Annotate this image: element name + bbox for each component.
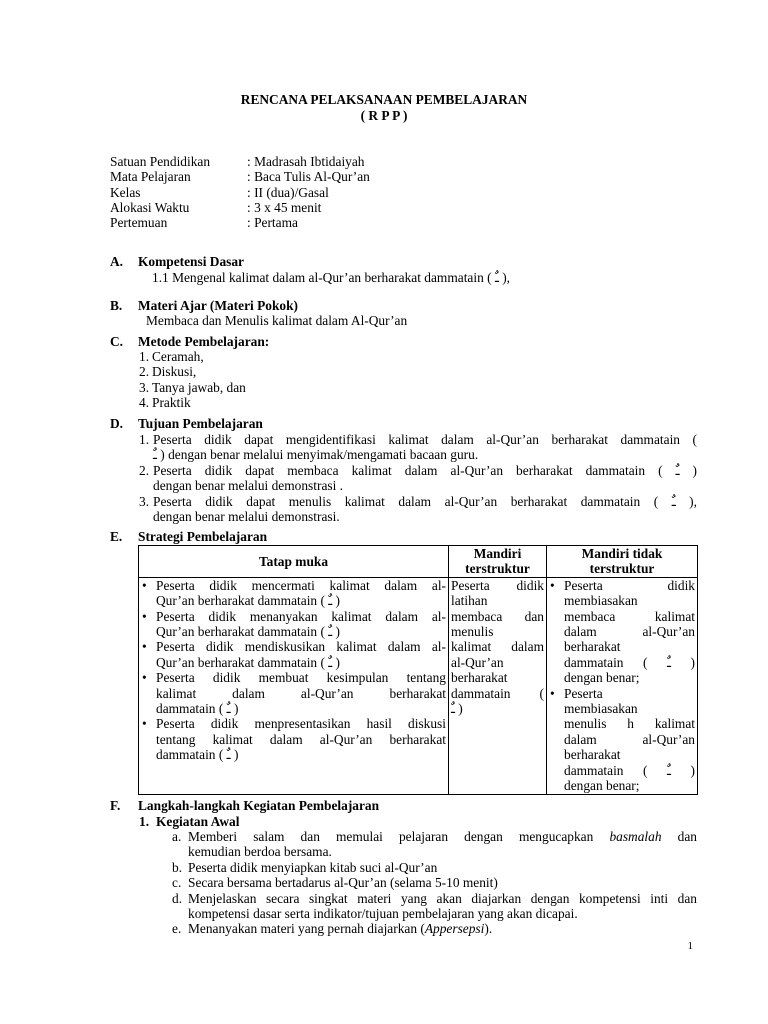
list-item [172,875,697,890]
identity-value: : Madrasah Ibtidaiyah [247,154,365,169]
list-item [139,494,697,525]
item-line: Peserta didik dapat membaca kalimat dalam al-Qur’an berharakat dammatain ( ـٌ ) [153,462,697,478]
header-mandiri-terstruktur [449,546,547,578]
cell-line: ـٌ ) [451,701,463,717]
item-line: Peserta [564,685,603,701]
section-title: Tujuan Pembelajaran [138,416,263,431]
cell-line: berharakat [451,670,508,686]
header-label: terstruktur [465,561,530,577]
list-item [172,829,697,860]
list-item [139,364,246,379]
section-d-heading [110,416,263,431]
section-title: Langkah-langkah Kegiatan Pembelajaran [138,798,380,813]
list-item [172,891,697,922]
item-emphasis: Appersepsi [424,921,485,937]
section-b-heading [110,298,298,313]
item-letter: b. [172,859,183,875]
item-line: ـٌ ) dengan benar melalui menyimak/mengamati bacaan guru. [153,447,479,463]
identity-value: : II (dua)/Gasal [247,185,329,200]
section-letter: D. [110,416,124,431]
bullet-icon: • [142,577,147,593]
list-item [141,609,446,640]
item-line: membaca kalimat [564,608,695,624]
identity-label: Satuan Pendidikan [110,154,211,169]
kegiatan-awal-list [172,829,697,937]
cell-line: latihan [451,593,488,609]
identity-value: : Baca Tulis Al-Qur’an [247,169,370,184]
section-title: Metode Pembelajaran: [138,334,270,349]
item-line: Peserta didik dapat mengidentifikasi kalimat dalam al-Qur’an berharakat dammatain ( [153,432,697,447]
item-text: Menanyakan materi yang pernah diajarkan ( [188,921,425,937]
item-line: Qur’an berharakat dammatain ( ـٌ ) [156,593,341,609]
item-line: dengan benar; [564,670,640,686]
item-line: Peserta didik menpresentasikan hasil diskusi [156,716,446,732]
item-emphasis: basmalah [609,829,662,844]
metode-list [139,349,246,411]
section-letter: C. [110,334,124,349]
list-item [141,716,446,762]
bullet-icon: • [550,577,555,593]
item-number: 3. [139,493,150,509]
item-line: Secara bersama bertadarus al-Qur’an (selama 5-10 menit) [188,875,498,891]
item-number: 2. [139,462,150,478]
item-line: dalam al-Qur’an [564,731,695,747]
list-item [172,921,697,936]
cell-line: menulis [451,624,494,640]
cell-line: dammatain ( [451,685,544,701]
list-item [139,432,697,463]
identity-label: Alokasi Waktu [110,200,190,215]
list-item [139,463,697,494]
item-line: Peserta didik membuat kesimpulan tentang [156,670,446,686]
item-line: Peserta didik menyiapkan kitab suci al-Qur’an [188,859,438,875]
item-line: tentang kalimat dalam al-Qur’an berharakat [156,731,446,747]
cell-line: Peserta didik [451,577,544,593]
item-text: Memberi salam dan memulai pelajaran dengan mengucapkan [188,829,594,844]
item-line: Peserta didik menanyakan kalimat dalam al- [156,608,446,624]
list-item [139,349,246,364]
item-number: 1. [139,432,150,447]
item-number: 2. [139,364,150,380]
header-mandiri-tidak [547,546,698,578]
list-item [141,578,446,609]
item-text: dan [677,829,697,844]
item-line: Peserta didik mendiskusikan kalimat dalam al- [156,639,446,655]
bullet-icon: • [142,670,147,686]
identity-label: Pertemuan [110,215,168,230]
section-letter: E. [110,529,123,544]
header-label: Tatap muka [258,553,329,569]
item-letter: c. [172,875,182,891]
identity-label: Kelas [110,185,141,200]
item-text: ). [484,921,493,937]
section-a-heading [110,254,244,269]
sub-title: Kegiatan Awal [156,814,240,829]
section-e-heading [110,529,267,544]
item-line [188,829,697,844]
item-line: Peserta didik dapat menulis kalimat dalam al-Qur’an berharakat dammatain ( ـٌ ), [153,493,697,509]
item-text: Ceramah, [152,349,204,364]
kompetensi-dasar-text: 1.1 Mengenal kalimat dalam al-Qur’an berharakat dammatain ( ـٌ ), [152,270,511,285]
item-line: Menjelaskan secara singkat materi yang akan diajarkan dengan kompetensi inti dan [188,890,697,906]
item-letter: d. [172,890,183,906]
list-item [141,670,446,716]
item-line: Qur’an berharakat dammatain ( ـٌ ) [156,654,341,670]
item-line: dammatain ( ـٌ ) [564,762,695,778]
section-title: Kompetensi Dasar [138,254,245,269]
bullet-icon: • [142,608,147,624]
item-letter: a. [172,829,182,844]
sub-number: 1. [139,814,150,829]
item-text: Diskusi, [152,364,197,380]
header-label: Mandiri tidak [581,546,663,561]
section-letter: A. [110,254,124,269]
cell-line: kalimat dalam [451,639,544,655]
identity-label: Mata Pelajaran [110,169,191,184]
item-line: membiasakan [564,701,638,717]
header-label: Mandiri [473,546,522,561]
section-title: Materi Ajar (Materi Pokok) [138,298,299,313]
item-line: kalimat dalam al-Qur’an berharakat [156,685,446,701]
materi-ajar-text: Membaca dan Menulis kalimat dalam Al-Qur’an [146,313,408,328]
item-line: dalam al-Qur’an [564,624,695,640]
list-item [139,395,246,410]
cell-line: al-Qur’an [451,654,504,670]
list-item [549,686,695,794]
item-letter: e. [172,921,182,937]
list-item [549,578,695,686]
cell-mandiri-terstruktur [449,577,547,794]
document-subtitle: ( R P P ) [360,108,408,123]
item-line: Peserta didik mencermati kalimat dalam al- [156,577,446,593]
identity-value: : Pertama [247,215,298,230]
item-text: Praktik [152,395,191,411]
document-title: RENCANA PELAKSANAAN PEMBELAJARAN [240,92,528,107]
item-line: kemudian berdoa bersama. [188,844,332,860]
page-number: 1 [687,940,693,952]
item-number: 1. [139,349,150,364]
list-item [139,380,246,395]
item-line: menulis h kalimat [564,716,695,732]
item-line: dengan benar; [564,778,640,794]
cell-tatap-muka [139,577,449,794]
item-line: berharakat [564,747,621,763]
item-number: 4. [139,395,150,411]
cell-line: membaca dan [451,608,544,624]
kegiatan-awal-heading [139,814,239,829]
item-line: dengan benar melalui demonstrasi. [153,509,340,525]
item-line: Qur’an berharakat dammatain ( ـٌ ) [156,624,341,640]
item-line: berharakat [564,639,621,655]
item-line: membiasakan [564,593,638,609]
item-line: dengan benar melalui demonstrasi . [153,478,344,494]
header-tatap-muka [139,546,449,578]
cell-mandiri-tidak [547,577,698,794]
section-f-heading [110,798,379,813]
list-item [172,860,697,875]
section-letter: B. [110,298,123,313]
item-line: dammatain ( ـٌ ) [156,747,239,763]
item-line: Peserta didik [564,577,695,593]
tujuan-list [139,432,697,524]
identity-value: : 3 x 45 menit [247,200,322,215]
item-text: Tanya jawab, dan [152,379,246,395]
item-line: kompetensi dasar serta indikator/tujuan pembelajaran yang akan dicapai. [188,906,578,922]
item-line: dammatain ( ـٌ ) [156,701,239,717]
bullet-icon: • [142,639,147,655]
item-number: 3. [139,379,150,395]
section-letter: F. [110,798,121,813]
bullet-icon: • [550,685,555,701]
header-label: terstruktur [589,561,655,577]
section-title: Strategi Pembelajaran [138,529,268,544]
item-line [188,921,697,936]
strategi-table [138,545,698,795]
list-item [141,639,446,670]
item-line: dammatain ( ـٌ ) [564,654,695,670]
section-c-heading [110,334,269,349]
bullet-icon: • [142,716,147,732]
